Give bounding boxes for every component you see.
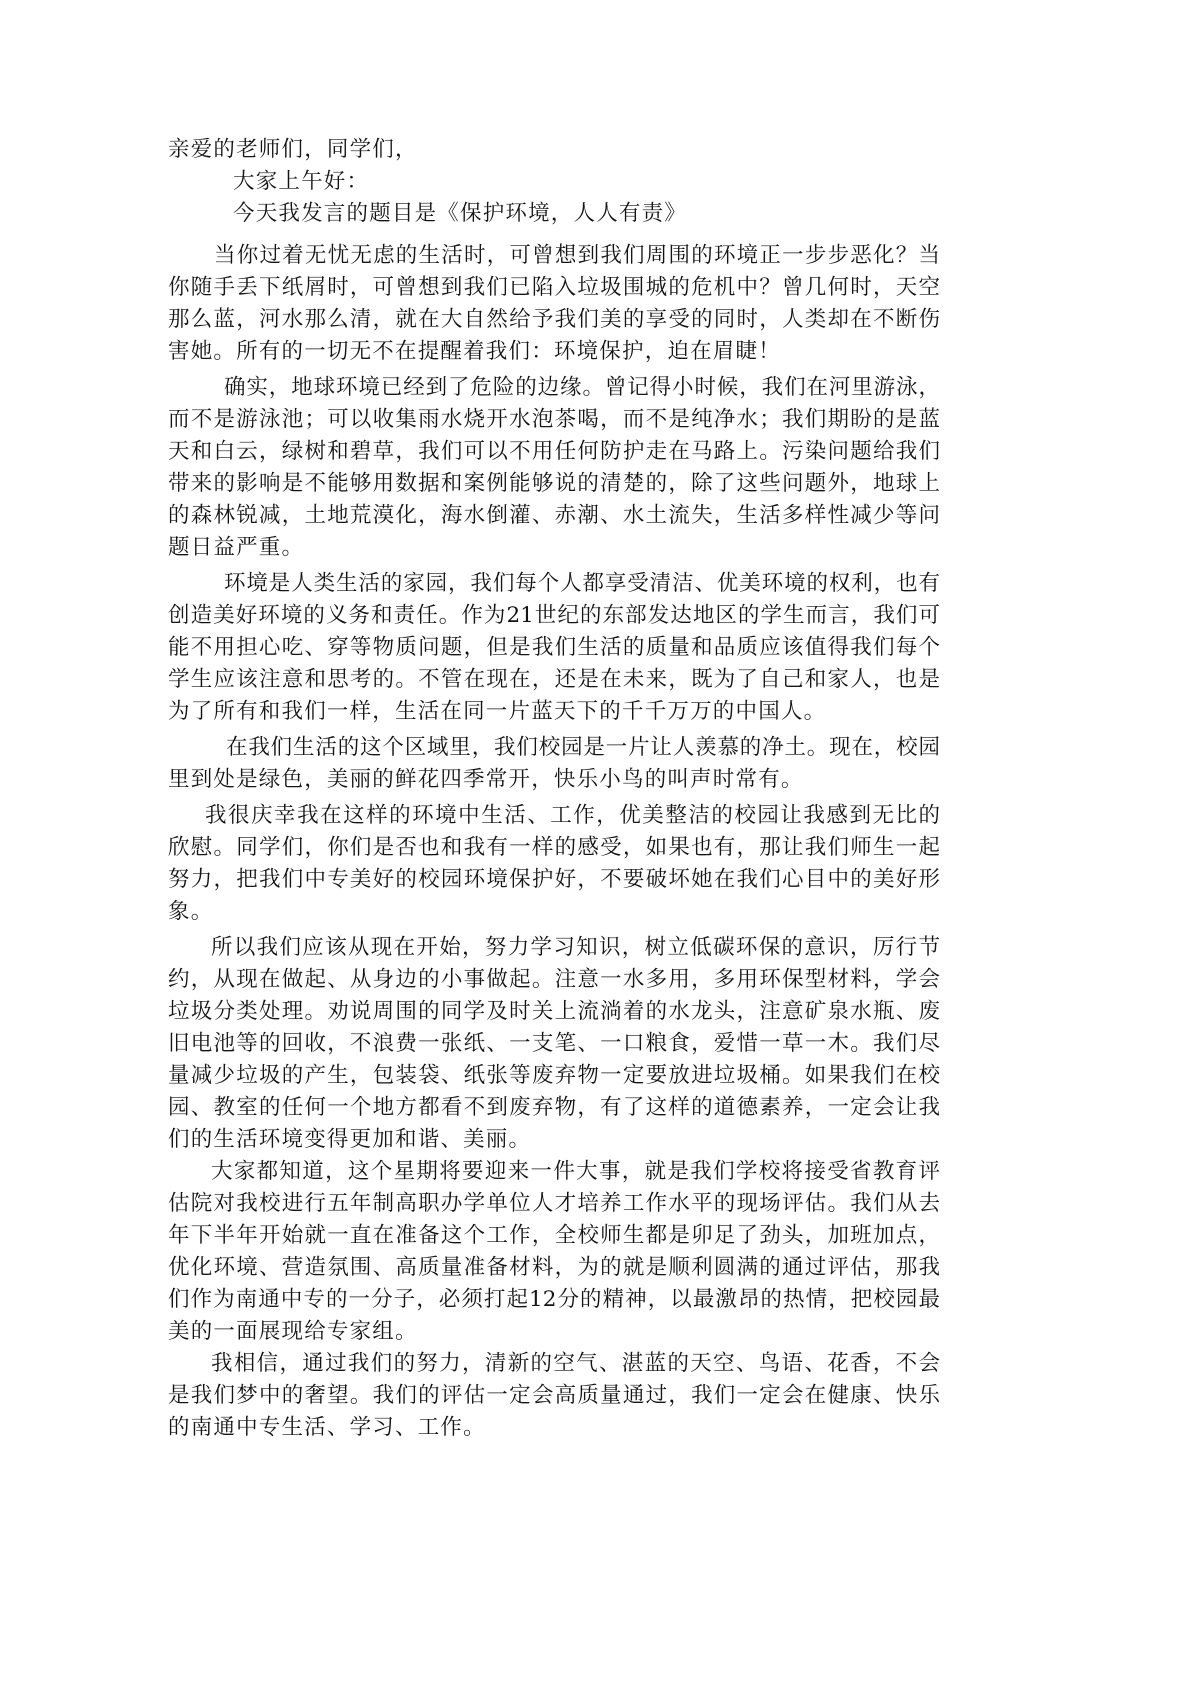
paragraph-3-line-5: 为了所有和我们一样，生活在同一片蓝天下的千千万万的中国人。: [168, 699, 827, 724]
paragraph-1: [168, 240, 940, 368]
paragraph-2-line-4: 带来的影响是不能够用数据和案例能够说的清楚的，除了这些问题外，地球上: [168, 471, 940, 496]
paragraph-8-line-2: 是我们梦中的奢望。我们的评估一定会高质量通过，我们一定会在健康、快乐: [168, 1383, 940, 1408]
paragraph-5: [168, 800, 940, 928]
paragraph-1-line-1: 当你过着无忧无虑的生活时，可曾想到我们周围的环境正一步步恶化？当: [214, 243, 940, 268]
paragraph-8: [168, 1348, 940, 1444]
paragraph-1-line-2: 你随手丢下纸屑时，可曾想到我们已陷入垃圾围城的危机中？曾几何时，天空: [168, 275, 940, 300]
paragraph-7-line-2: 估院对我校进行五年制高职办学单位人才培养工作水平的现场评估。我们从去: [168, 1191, 940, 1216]
paragraph-2-line-3: 天和白云，绿树和碧草，我们可以不用任何防护走在马路上。污染问题给我们: [168, 439, 940, 464]
paragraph-2-line-1: 确实，地球环境已经到了危险的边缘。曾记得小时候，我们在河里游泳，: [224, 375, 940, 400]
paragraph-6-line-1: 所以我们应该从现在开始，努力学习知识，树立低碳环保的意识，厉行节: [211, 935, 940, 960]
paragraph-5-line-2: 欣慰。同学们，你们是否也和我有一样的感受，如果也有，那让我们师生一起: [168, 835, 940, 860]
speech-text: [168, 134, 940, 1444]
paragraph-4: [168, 732, 940, 796]
paragraph-7: [168, 1156, 940, 1348]
paragraph-7-line-5: 们作为南通中专的一分子，必须打起12分的精神，以最激昂的热情，把校园最: [168, 1287, 940, 1312]
paragraph-6-line-5: 量减少垃圾的产生，包装袋、纸张等废弃物一定要放进垃圾桶。如果我们在校: [168, 1063, 940, 1088]
paragraph-6-line-4: 旧电池等的回收，不浪费一张纸、一支笔、一口粮食，爱惜一草一木。我们尽: [168, 1031, 940, 1056]
greeting: 大家上午好：: [233, 169, 370, 194]
paragraph-6-line-6: 园、教室的任何一个地方都看不到废弃物，有了这样的道德素养，一定会让我: [168, 1095, 940, 1120]
paragraph-1-line-3: 那么蓝，河水那么清，就在大自然给予我们美的享受的同时，人类却在不断伤: [168, 307, 940, 332]
paragraph-2-line-6: 题日益严重。: [168, 535, 305, 560]
paragraph-6-line-3: 垃圾分类处理。劝说周围的同学及时关上流淌着的水龙头，注意矿泉水瓶、废: [168, 999, 940, 1024]
paragraph-6-line-7: 们的生活环境变得更加和谐、美丽。: [168, 1127, 532, 1152]
paragraph-7-line-1: 大家都知道，这个星期将要迎来一件大事，就是我们学校将接受省教育评: [211, 1159, 940, 1184]
paragraph-3-line-3: 能不用担心吃、穿等物质问题，但是我们生活的质量和品质应该值得我们每个: [168, 635, 940, 660]
paragraph-6: [168, 932, 940, 1156]
paragraph-8-line-3: 的南通中专生活、学习、工作。: [168, 1415, 486, 1440]
paragraph-3: [168, 568, 940, 728]
paragraph-7-line-3: 年下半年开始就一直在准备这个工作，全校师生都是卯足了劲头，加班加点，: [168, 1223, 940, 1248]
speech-title-line: 今天我发言的题目是《保护环境，人人有责》: [233, 201, 688, 226]
salutation: 亲爱的老师们，同学们，: [168, 137, 418, 162]
paragraph-7-line-6: 美的一面展现给专家组。: [168, 1319, 418, 1344]
paragraph-3-line-4: 学生应该注意和思考的。不管在现在，还是在未来，既为了自己和家人，也是: [168, 667, 940, 692]
paragraph-7-line-4: 优化环境、营造氛围、高质量准备材料，为的就是顺利圆满的通过评估，那我: [168, 1255, 940, 1280]
paragraph-1-line-4: 害她。所有的一切无不在提醒着我们：环境保护，迫在眉睫！: [168, 339, 781, 364]
paragraph-5-line-3: 努力，把我们中专美好的校园环境保护好，不要破坏她在我们心目中的美好形: [168, 867, 940, 892]
paragraph-3-line-1: 环境是人类生活的家园，我们每个人都享受清洁、优美环境的权利，也有: [224, 571, 940, 596]
paragraph-8-line-1: 我相信，通过我们的努力，清新的空气、湛蓝的天空、鸟语、花香，不会: [211, 1351, 940, 1376]
paragraph-5-line-1: 我很庆幸我在这样的环境中生活、工作，优美整洁的校园让我感到无比的: [205, 803, 940, 828]
paragraph-4-line-2: 里到处是绿色，美丽的鲜花四季常开，快乐小鸟的叫声时常有。: [168, 767, 804, 792]
paragraph-3-line-2: 创造美好环境的义务和责任。作为21世纪的东部发达地区的学生而言，我们可: [168, 603, 940, 628]
paragraph-6-line-2: 约，从现在做起、从身边的小事做起。注意一水多用，多用环保型材料，学会: [168, 967, 940, 992]
paragraph-2-line-5: 的森林锐减，土地荒漠化，海水倒灌、赤潮、水土流失，生活多样性减少等问: [168, 503, 940, 528]
paragraph-2-line-2: 而不是游泳池；可以收集雨水烧开水泡茶喝，而不是纯净水；我们期盼的是蓝: [168, 407, 940, 432]
paragraph-4-line-1: 在我们生活的这个区域里，我们校园是一片让人羡慕的净土。现在，校园: [226, 735, 940, 760]
paragraph-5-line-4: 象。: [168, 899, 214, 924]
paragraph-2: [168, 372, 940, 564]
